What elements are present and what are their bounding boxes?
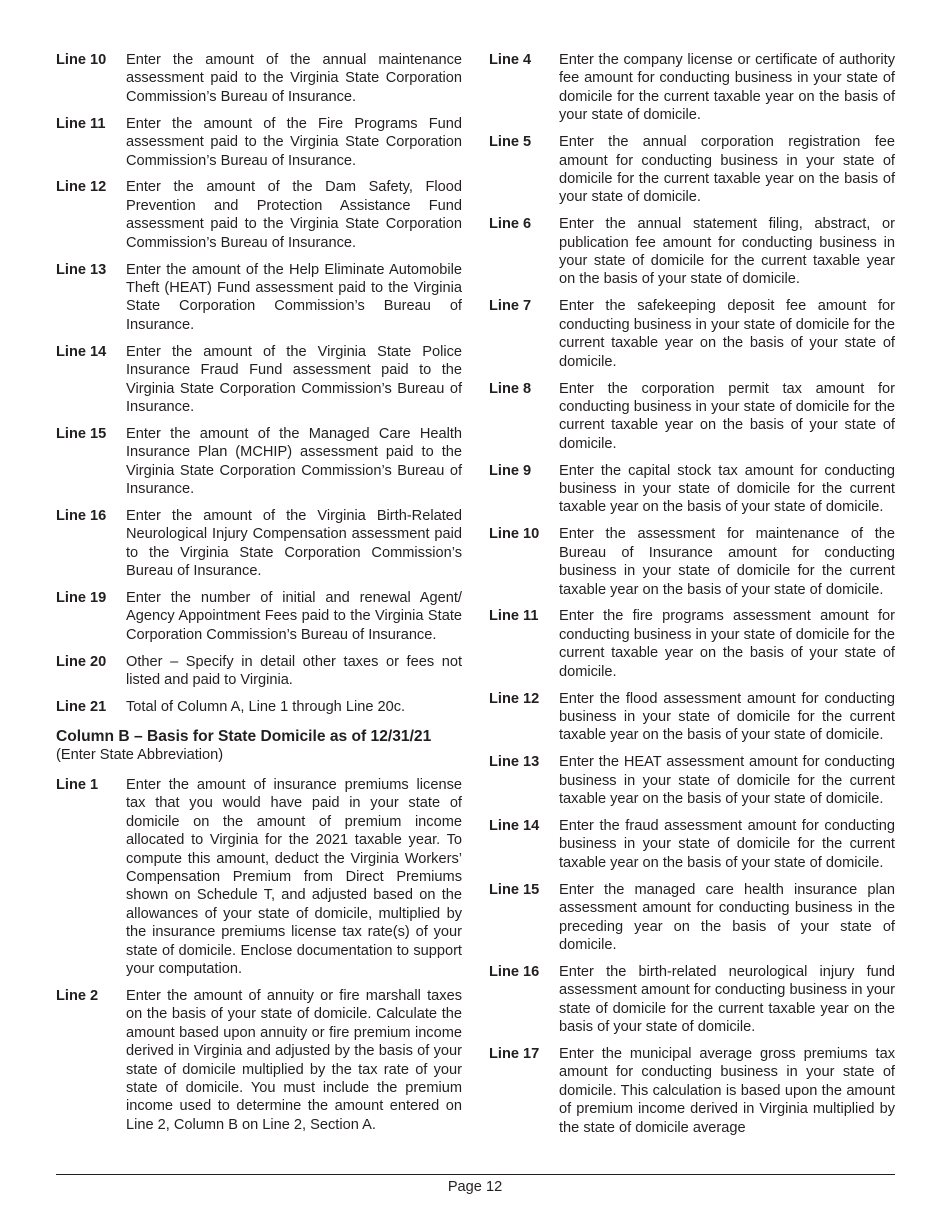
left-entries-top <box>56 51 462 717</box>
instruction-entry <box>56 589 462 644</box>
line-label: Line 11 <box>56 115 106 132</box>
line-instruction: Enter the corporation permit tax amount for conducting business in your state of domicile for the current taxable year on the basis of your state of domicile. <box>559 380 895 452</box>
line-instruction: Enter the amount of the Help Eliminate Automobile Theft (HEAT) Fund assessment paid to the Virginia State Corporation Commission’s Bureau of Insurance. <box>126 261 462 333</box>
instruction-entry <box>489 690 895 745</box>
instruction-entry <box>56 51 462 106</box>
instruction-entry <box>489 1045 895 1137</box>
right-entries <box>489 51 895 1137</box>
line-label: Line 8 <box>489 380 532 397</box>
line-label: Line 5 <box>489 134 532 151</box>
line-label: Line 21 <box>56 699 107 716</box>
line-instruction: Enter the amount of insurance premiums license tax that you would have paid in your state of domicile on the amount of premium income allocated to Virginia for the 2021 taxable year. To compute this amount, deduct the Virginia Workers’ Compensation Premium from Direct Premiums shown on Schedule T, and adjusted based on the allowances of your state of domicile, multiplied by the insurance premiums license tax rate(s) of your state of domicile. Enclose documentation to support your computation. <box>126 776 462 977</box>
section-subheading: (Enter State Abbreviation) <box>56 746 224 763</box>
line-label: Line 7 <box>489 298 532 315</box>
line-instruction: Enter the company license or certificate of authority fee amount for conducting business in your state of domicile for the current taxable year on the basis of your state of domicile. <box>559 52 895 124</box>
page-number: Page 12 <box>447 1179 503 1195</box>
line-instruction: Enter the capital stock tax amount for conducting business in your state of domicile for the current taxable year on the basis of your state of domicile. <box>559 462 895 516</box>
line-label: Line 10 <box>56 52 107 68</box>
section-heading: Column B – Basis for State Domicile as of 12/31/21 <box>56 727 432 745</box>
line-label: Line 15 <box>489 881 540 898</box>
line-label: Line 12 <box>56 179 107 196</box>
instruction-entry <box>489 380 895 454</box>
line-instruction: Enter the amount of the Virginia State Police Insurance Fraud Fund assessment paid to the Virginia State Corporation Commission’s Bureau of Insurance. <box>126 343 462 415</box>
line-instruction: Enter the assessment for maintenance of the Bureau of Insurance amount for conducting business in your state of domicile for the current taxable year on the basis of your state of domicile. <box>559 526 895 598</box>
line-instruction: Enter the number of initial and renewal Agent/ Agency Appointment Fees paid to the Virginia State Corporation Commission’s Bureau of Insurance. <box>126 590 462 643</box>
line-label: Line 6 <box>489 216 532 233</box>
instruction-entry <box>489 881 895 955</box>
line-label: Line 4 <box>489 52 532 68</box>
line-instruction: Enter the amount of the Dam Safety, Flood Prevention and Protection Assistance Fund assessment paid to the Virginia State Corporation Commission’s Bureau of Insurance. <box>126 179 462 251</box>
line-instruction: Enter the fire programs assessment amount for conducting business in your state of domicile for the current taxable year on the basis of your state of domicile. <box>559 608 895 680</box>
instruction-entry <box>489 817 895 872</box>
line-label: Line 17 <box>489 1046 540 1062</box>
line-label: Line 16 <box>489 963 540 980</box>
line-label: Line 10 <box>489 526 540 543</box>
line-instruction: Enter the amount of the Managed Care Health Insurance Plan (MCHIP) assessment paid to the Virginia State Corporation Commission’s Bureau of Insurance. <box>126 425 462 498</box>
line-label: Line 15 <box>56 425 107 442</box>
instruction-entry <box>56 507 462 581</box>
instruction-entry <box>56 776 462 978</box>
instruction-entry <box>489 215 895 289</box>
line-instruction: Enter the flood assessment amount for conducting business in your state of domicile for the current taxable year on the basis of your state of domicile. <box>559 690 895 744</box>
line-label: Line 20 <box>56 653 107 670</box>
line-label: Line 2 <box>56 987 99 1004</box>
instruction-entry <box>489 133 895 207</box>
instruction-entry <box>56 425 462 499</box>
line-instruction: Other – Specify in detail other taxes or fees not listed and paid to Virginia. <box>126 653 462 689</box>
line-instruction: Enter the birth-related neurological injury fund assessment amount for conducting business in your state of domicile for the current taxable year on the basis of your state of domicile. <box>559 963 895 1036</box>
line-label: Line 12 <box>489 690 540 707</box>
line-instruction: Enter the annual statement filing, abstract, or publication fee amount for conducting business in your state of domicile for the current taxable year on the basis of your state of domicile. <box>559 216 895 288</box>
instruction-entry <box>489 607 895 681</box>
instruction-entry <box>56 343 462 417</box>
instruction-entry <box>489 963 895 1037</box>
line-instruction: Enter the amount of the Fire Programs Fund assessment paid to the Virginia State Corporation Commission’s Bureau of Insurance. <box>126 115 462 169</box>
line-label: Line 13 <box>489 754 540 771</box>
instruction-entry <box>56 261 462 335</box>
line-label: Line 14 <box>56 343 107 360</box>
instruction-entry <box>56 115 462 170</box>
instruction-entry <box>489 525 895 599</box>
line-label: Line 14 <box>489 818 540 835</box>
line-label: Line 1 <box>56 776 99 793</box>
instruction-entry <box>56 987 462 1134</box>
line-label: Line 19 <box>56 590 107 607</box>
line-label: Line 13 <box>56 261 107 278</box>
instruction-entry <box>56 178 462 252</box>
line-instruction: Enter the amount of annuity or fire marshall taxes on the basis of your state of domicile. Calculate the amount based upon annuity or fire premium income derived in Virginia and adjusted by the basis of your state of domicile multiplied by the tax rate of your state of domicile. You must include the premium income used to determine the amount entered on Line 2, Column B on Line 2, Section A. <box>126 987 462 1133</box>
line-label: Line 16 <box>56 507 107 524</box>
instruction-entry <box>56 653 462 690</box>
line-instruction: Enter the fraud assessment amount for conducting business in your state of domicile for the current taxable year on the basis of your state of domicile. <box>559 818 895 871</box>
instruction-entry <box>489 297 895 371</box>
line-instruction: Enter the municipal average gross premiums tax amount for conducting business in your state of domicile. This calculation is based upon the amount of premium income derived in Virginia multiplied by the state of domicile average <box>559 1046 895 1136</box>
line-instruction: Enter the managed care health insurance plan assessment amount for conducting business in the preceding year on the basis of your state of domicile. <box>559 881 895 953</box>
line-instruction: Enter the annual corporation registration fee amount for conducting business in your state of domicile for the current taxable year on the basis of your state of domicile. <box>559 134 895 206</box>
line-label: Line 11 <box>489 608 539 625</box>
line-instruction: Enter the HEAT assessment amount for conducting business in your state of domicile for the current taxable year on the basis of your state of domicile. <box>559 754 895 808</box>
left-entries-bottom <box>56 776 462 1134</box>
instruction-entry <box>489 753 895 808</box>
left-column <box>56 51 462 1143</box>
line-label: Line 9 <box>489 462 532 479</box>
instruction-entry <box>56 698 462 716</box>
right-column <box>489 51 895 1146</box>
instruction-entry <box>489 462 895 517</box>
line-instruction: Total of Column A, Line 1 through Line 20c. <box>126 699 406 716</box>
footer-divider <box>56 1174 895 1175</box>
line-instruction: Enter the amount of the annual maintenance assessment paid to the Virginia State Corporation Commission’s Bureau of Insurance. <box>126 52 462 105</box>
instruction-entry <box>489 51 895 125</box>
line-instruction: Enter the safekeeping deposit fee amount for conducting business in your state of domicile for the current taxable year on the basis of your state of domicile. <box>559 298 895 370</box>
line-instruction: Enter the amount of the Virginia Birth-Related Neurological Injury Compensation assessment paid to the Virginia State Corporation Commission’s Bureau of Insurance. <box>126 507 462 580</box>
